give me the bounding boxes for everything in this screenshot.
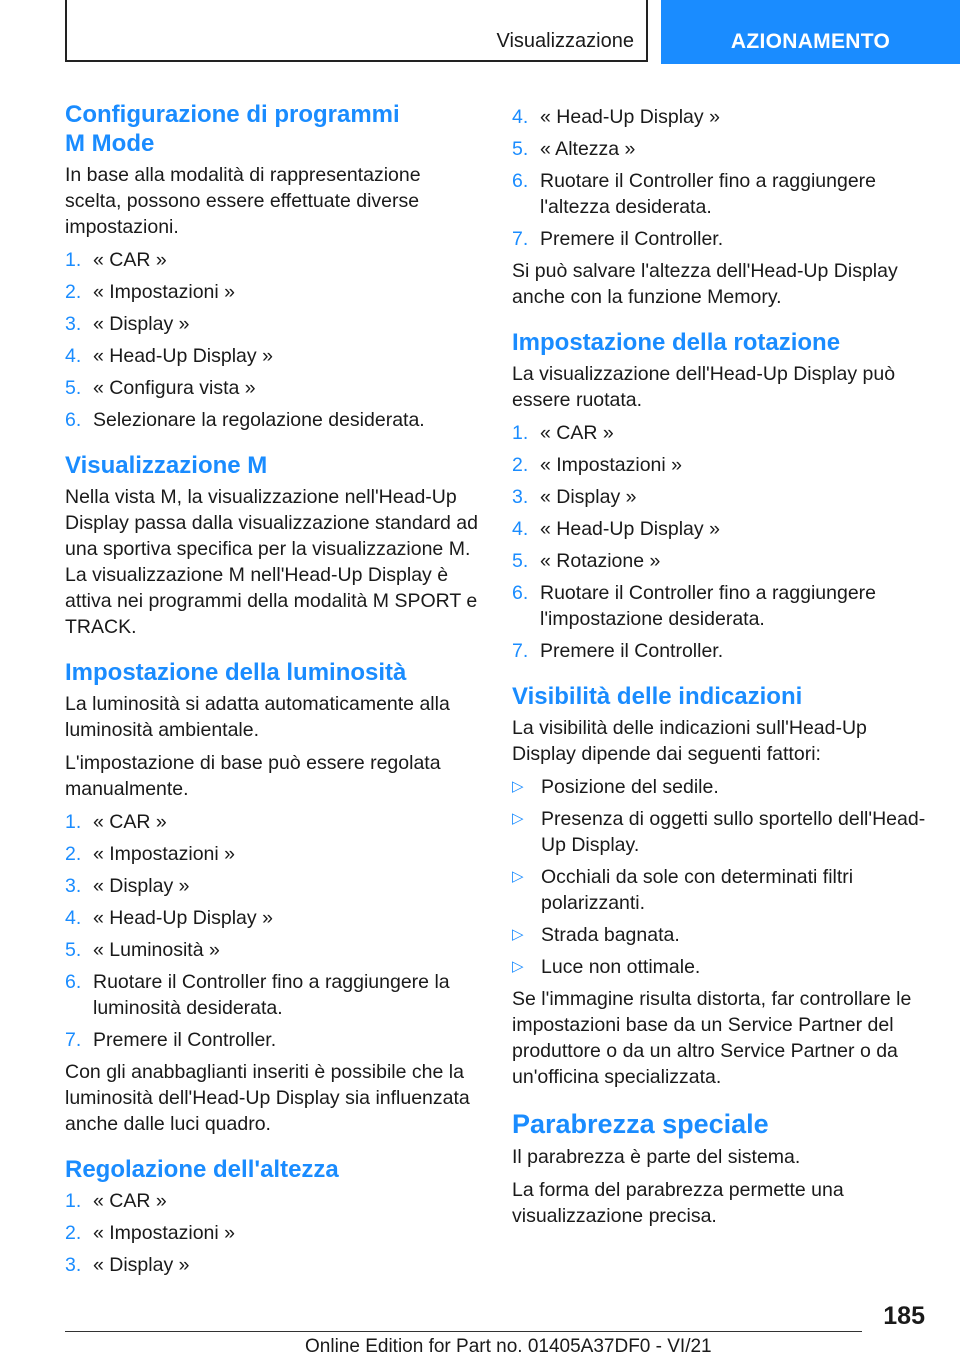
step-number: 2. bbox=[512, 454, 529, 476]
step-item bbox=[65, 279, 481, 305]
step-item bbox=[512, 104, 930, 130]
step-number: 5. bbox=[512, 138, 529, 160]
step-text: « Display » bbox=[93, 875, 190, 897]
header-chapter-tab: AZIONAMENTO bbox=[661, 0, 960, 64]
step-number: 3. bbox=[65, 1254, 82, 1276]
section-special-windshield bbox=[512, 1108, 930, 1229]
step-number: 1. bbox=[512, 422, 529, 444]
step-number: 4. bbox=[512, 518, 529, 540]
step-text: « Impostazioni » bbox=[93, 1222, 235, 1244]
section-m-display bbox=[65, 451, 481, 640]
step-item bbox=[512, 638, 930, 664]
section-title: Impostazione della rotazione bbox=[512, 329, 841, 356]
section-intro: In base alla modalità di rappresentazione scelta, possono essere effettuate diverse impostazioni. bbox=[65, 164, 421, 238]
step-text: Premere il Controller. bbox=[540, 640, 724, 662]
section-title: Regolazione dell'altezza bbox=[65, 1156, 339, 1183]
step-text: Selezionare la regolazione desiderata. bbox=[93, 409, 425, 431]
section-visibility bbox=[512, 682, 930, 1090]
bullet-triangle-icon: ▷ bbox=[512, 868, 524, 885]
section-title: Visualizzazione M bbox=[65, 452, 268, 479]
header-frame bbox=[65, 0, 648, 62]
section-text: Nella vista M, la visualizzazione nell'Head-Up Display passa dalla visualizzazione standard ad una sportiva specifica per la visualizzazione M. La visualizzazione M nell'Head-Up Display è attiva nei programmi della modalità M SPORT e TRACK. bbox=[65, 486, 478, 638]
bullet-text: Occhiali da sole con determinati filtri polarizzanti. bbox=[541, 866, 854, 914]
step-item bbox=[65, 937, 481, 963]
step-text: « CAR » bbox=[93, 249, 167, 271]
section-note: Se l'immagine risulta distorta, far controllare le impostazioni base da un Service Partner del produttore o da un altro Service Partner o da un'officina specializzata. bbox=[512, 988, 912, 1088]
step-item bbox=[512, 420, 930, 446]
bullet-text: Posizione del sedile. bbox=[541, 776, 719, 798]
step-text: « Head-Up Display » bbox=[93, 907, 273, 929]
section-title: Impostazione della luminosità bbox=[65, 659, 407, 686]
step-text: « Impostazioni » bbox=[540, 454, 682, 476]
step-item bbox=[512, 168, 930, 220]
step-item bbox=[65, 407, 481, 433]
step-number: 5. bbox=[65, 377, 82, 399]
step-text: « Head-Up Display » bbox=[540, 106, 720, 128]
step-text: « CAR » bbox=[93, 1190, 167, 1212]
step-text: « Configura vista » bbox=[93, 377, 256, 399]
step-number: 7. bbox=[65, 1029, 82, 1051]
step-number: 5. bbox=[512, 550, 529, 572]
step-number: 3. bbox=[65, 313, 82, 335]
section-intro: La visualizzazione dell'Head-Up Display può essere ruotata. bbox=[512, 363, 896, 411]
bullet-triangle-icon: ▷ bbox=[512, 958, 524, 975]
bullet-item bbox=[512, 954, 930, 980]
step-text: « CAR » bbox=[93, 811, 167, 833]
step-text: Ruotare il Controller fino a raggiungere l'altezza desiderata. bbox=[540, 170, 877, 218]
section-intro: La visibilità delle indicazioni sull'Head-Up Display dipende dai seguenti fattori: bbox=[512, 717, 867, 765]
step-text: « Impostazioni » bbox=[93, 281, 235, 303]
section-m-mode-config bbox=[65, 100, 481, 433]
step-text: « Luminosità » bbox=[93, 939, 220, 961]
step-item bbox=[65, 1027, 481, 1053]
step-number: 4. bbox=[65, 345, 82, 367]
left-column bbox=[65, 100, 481, 1296]
step-item bbox=[65, 247, 481, 273]
step-text: Premere il Controller. bbox=[93, 1029, 277, 1051]
step-text: « Altezza » bbox=[540, 138, 636, 160]
step-item bbox=[512, 580, 930, 632]
step-number: 6. bbox=[65, 971, 82, 993]
step-text: Ruotare il Controller fino a raggiungere l'impostazione desiderata. bbox=[540, 582, 877, 630]
header-section-title: Visualizzazione bbox=[496, 30, 634, 52]
section-text: La forma del parabrezza permette una visualizzazione precisa. bbox=[512, 1179, 844, 1227]
step-item bbox=[65, 905, 481, 931]
bullet-triangle-icon: ▷ bbox=[512, 778, 524, 795]
page-number: 185 bbox=[883, 1302, 925, 1330]
step-text: « CAR » bbox=[540, 422, 614, 444]
steps-list bbox=[512, 104, 930, 252]
section-note: Si può salvare l'altezza dell'Head-Up Display anche con la funzione Memory. bbox=[512, 260, 898, 308]
step-text: Premere il Controller. bbox=[540, 228, 724, 250]
step-item bbox=[65, 375, 481, 401]
step-text: « Display » bbox=[540, 486, 637, 508]
section-title: Configurazione di programmi M Mode bbox=[65, 101, 400, 157]
steps-list bbox=[65, 809, 481, 1053]
step-number: 3. bbox=[65, 875, 82, 897]
step-item bbox=[65, 1188, 481, 1214]
step-text: « Head-Up Display » bbox=[540, 518, 720, 540]
step-text: Ruotare il Controller fino a raggiungere la luminosità desiderata. bbox=[93, 971, 450, 1019]
step-item bbox=[512, 136, 930, 162]
step-number: 6. bbox=[512, 170, 529, 192]
steps-list bbox=[65, 247, 481, 433]
step-item bbox=[512, 484, 930, 510]
step-item bbox=[65, 1252, 481, 1278]
step-item bbox=[512, 226, 930, 252]
footer-edition: Online Edition for Part no. 01405A37DF0 - VI/21 bbox=[305, 1336, 712, 1357]
step-number: 2. bbox=[65, 1222, 82, 1244]
bullet-list bbox=[512, 774, 930, 980]
step-item bbox=[65, 311, 481, 337]
step-item bbox=[512, 548, 930, 574]
step-item bbox=[65, 343, 481, 369]
step-number: 7. bbox=[512, 228, 529, 250]
bullet-text: Strada bagnata. bbox=[541, 924, 680, 946]
step-number: 4. bbox=[65, 907, 82, 929]
bullet-item bbox=[512, 864, 930, 916]
step-number: 2. bbox=[65, 281, 82, 303]
steps-list bbox=[512, 420, 930, 664]
step-text: « Head-Up Display » bbox=[93, 345, 273, 367]
step-item bbox=[512, 516, 930, 542]
right-column bbox=[512, 104, 930, 1247]
section-height-continued bbox=[512, 104, 930, 310]
step-item bbox=[65, 873, 481, 899]
section-title: Parabrezza speciale bbox=[512, 1109, 769, 1139]
step-item bbox=[65, 1220, 481, 1246]
bullet-item bbox=[512, 774, 930, 800]
step-item bbox=[512, 452, 930, 478]
step-number: 4. bbox=[512, 106, 529, 128]
section-text: Il parabrezza è parte del sistema. bbox=[512, 1146, 801, 1168]
footer-divider bbox=[65, 1331, 862, 1332]
steps-list bbox=[65, 1188, 481, 1278]
section-height bbox=[65, 1155, 481, 1278]
step-number: 1. bbox=[65, 1190, 82, 1212]
step-number: 6. bbox=[65, 409, 82, 431]
step-number: 2. bbox=[65, 843, 82, 865]
bullet-text: Presenza di oggetti sullo sportello dell'Head-Up Display. bbox=[541, 808, 926, 856]
step-number: 1. bbox=[65, 249, 82, 271]
step-item bbox=[65, 841, 481, 867]
bullet-text: Luce non ottimale. bbox=[541, 956, 701, 978]
step-item bbox=[65, 809, 481, 835]
bullet-triangle-icon: ▷ bbox=[512, 810, 524, 827]
section-text: La luminosità si adatta automaticamente alla luminosità ambientale. bbox=[65, 693, 450, 741]
section-note: Con gli anabbaglianti inseriti è possibile che la luminosità dell'Head-Up Display sia influenzata anche dalle luci quadro. bbox=[65, 1061, 470, 1135]
step-number: 6. bbox=[512, 582, 529, 604]
section-brightness bbox=[65, 658, 481, 1137]
section-rotation bbox=[512, 328, 930, 664]
section-text: L'impostazione di base può essere regolata manualmente. bbox=[65, 752, 441, 800]
section-title: Visibilità delle indicazioni bbox=[512, 683, 803, 710]
step-item bbox=[65, 969, 481, 1021]
step-text: « Impostazioni » bbox=[93, 843, 235, 865]
bullet-item bbox=[512, 922, 930, 948]
step-text: « Display » bbox=[93, 1254, 190, 1276]
bullet-triangle-icon: ▷ bbox=[512, 926, 524, 943]
step-text: « Rotazione » bbox=[540, 550, 661, 572]
step-number: 1. bbox=[65, 811, 82, 833]
step-number: 5. bbox=[65, 939, 82, 961]
step-text: « Display » bbox=[93, 313, 190, 335]
bullet-item bbox=[512, 806, 930, 858]
step-number: 3. bbox=[512, 486, 529, 508]
step-number: 7. bbox=[512, 640, 529, 662]
